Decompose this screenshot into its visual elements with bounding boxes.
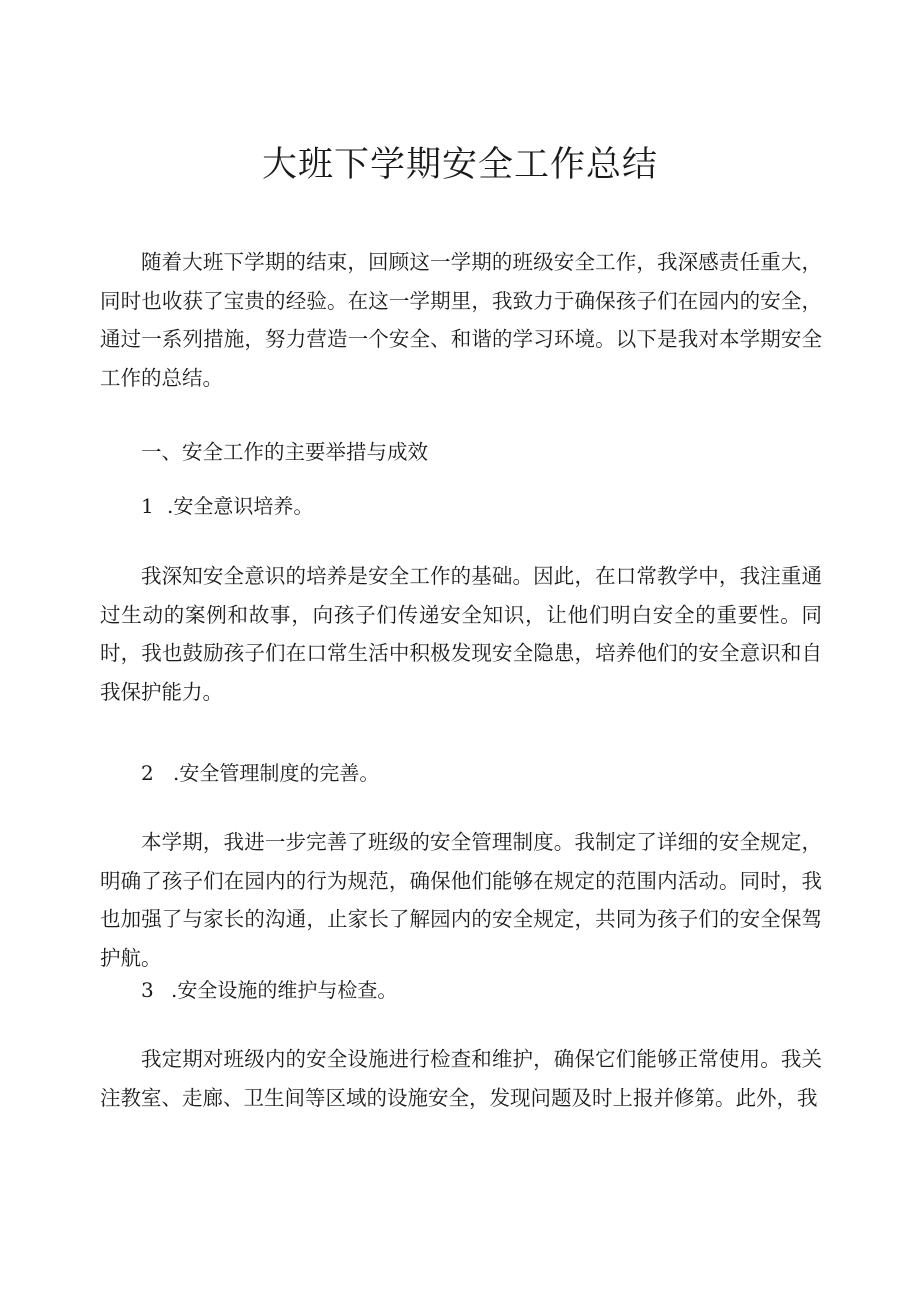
document-title: 大班下学期安全工作总结	[261, 145, 658, 185]
intro-paragraph: 随着大班下学期的结束，回顾这一学期的班级安全工作，我深感责任重大，同时也收获了宝贵的经验。在这一学期里，我致力于确保孩子们在园内的安全，通过一系列措施，努力营造一个安全、和谐的学习环境。以下是我对本学期安全工作的总结。	[100, 250, 822, 390]
item-1-number: 1	[141, 494, 154, 518]
item-1-body: 我深知安全意识的培养是安全工作的基础。因此，在口常教学中，我注重通过生动的案例和故事，向孩子们传递安全知识，让他们明白安全的重要性。同时，我也鼓励孩子们在口常生活中积极发现安全隐患，培养他们的安全意识和自我保护能力。	[100, 564, 822, 704]
item-2-number: 2	[141, 761, 154, 785]
item-3-body: 我定期对班级内的安全设施进行检查和维护，确保它们能够正常使用。我关注教室、走廊、卫生间等区域的设施安全，发现问题及时上报并修第。此外，我	[100, 1047, 822, 1110]
item-3-heading	[141, 975, 397, 1005]
item-1-heading	[141, 491, 313, 521]
item-2-title: .安全管理制度的完善。	[173, 761, 380, 785]
item-2-body: 本学期，我进一步完善了班级的安全管理制度。我制定了详细的安全规定，明确了孩子们在园内的行为规范，确保他们能够在规定的范围内活动。同时，我也加强了与家长的沟通，止家长了解园内的安全规定，共同为孩子们的安全保驾护航。	[100, 830, 822, 970]
item-3-number: 3	[141, 978, 154, 1002]
item-2-heading	[141, 758, 379, 788]
item-3-title: .安全设施的维护与检查。	[171, 978, 398, 1002]
section-heading-1: 一、安全工作的主要举措与成效	[141, 440, 428, 464]
item-1-title: .安全意识培养。	[167, 494, 314, 518]
